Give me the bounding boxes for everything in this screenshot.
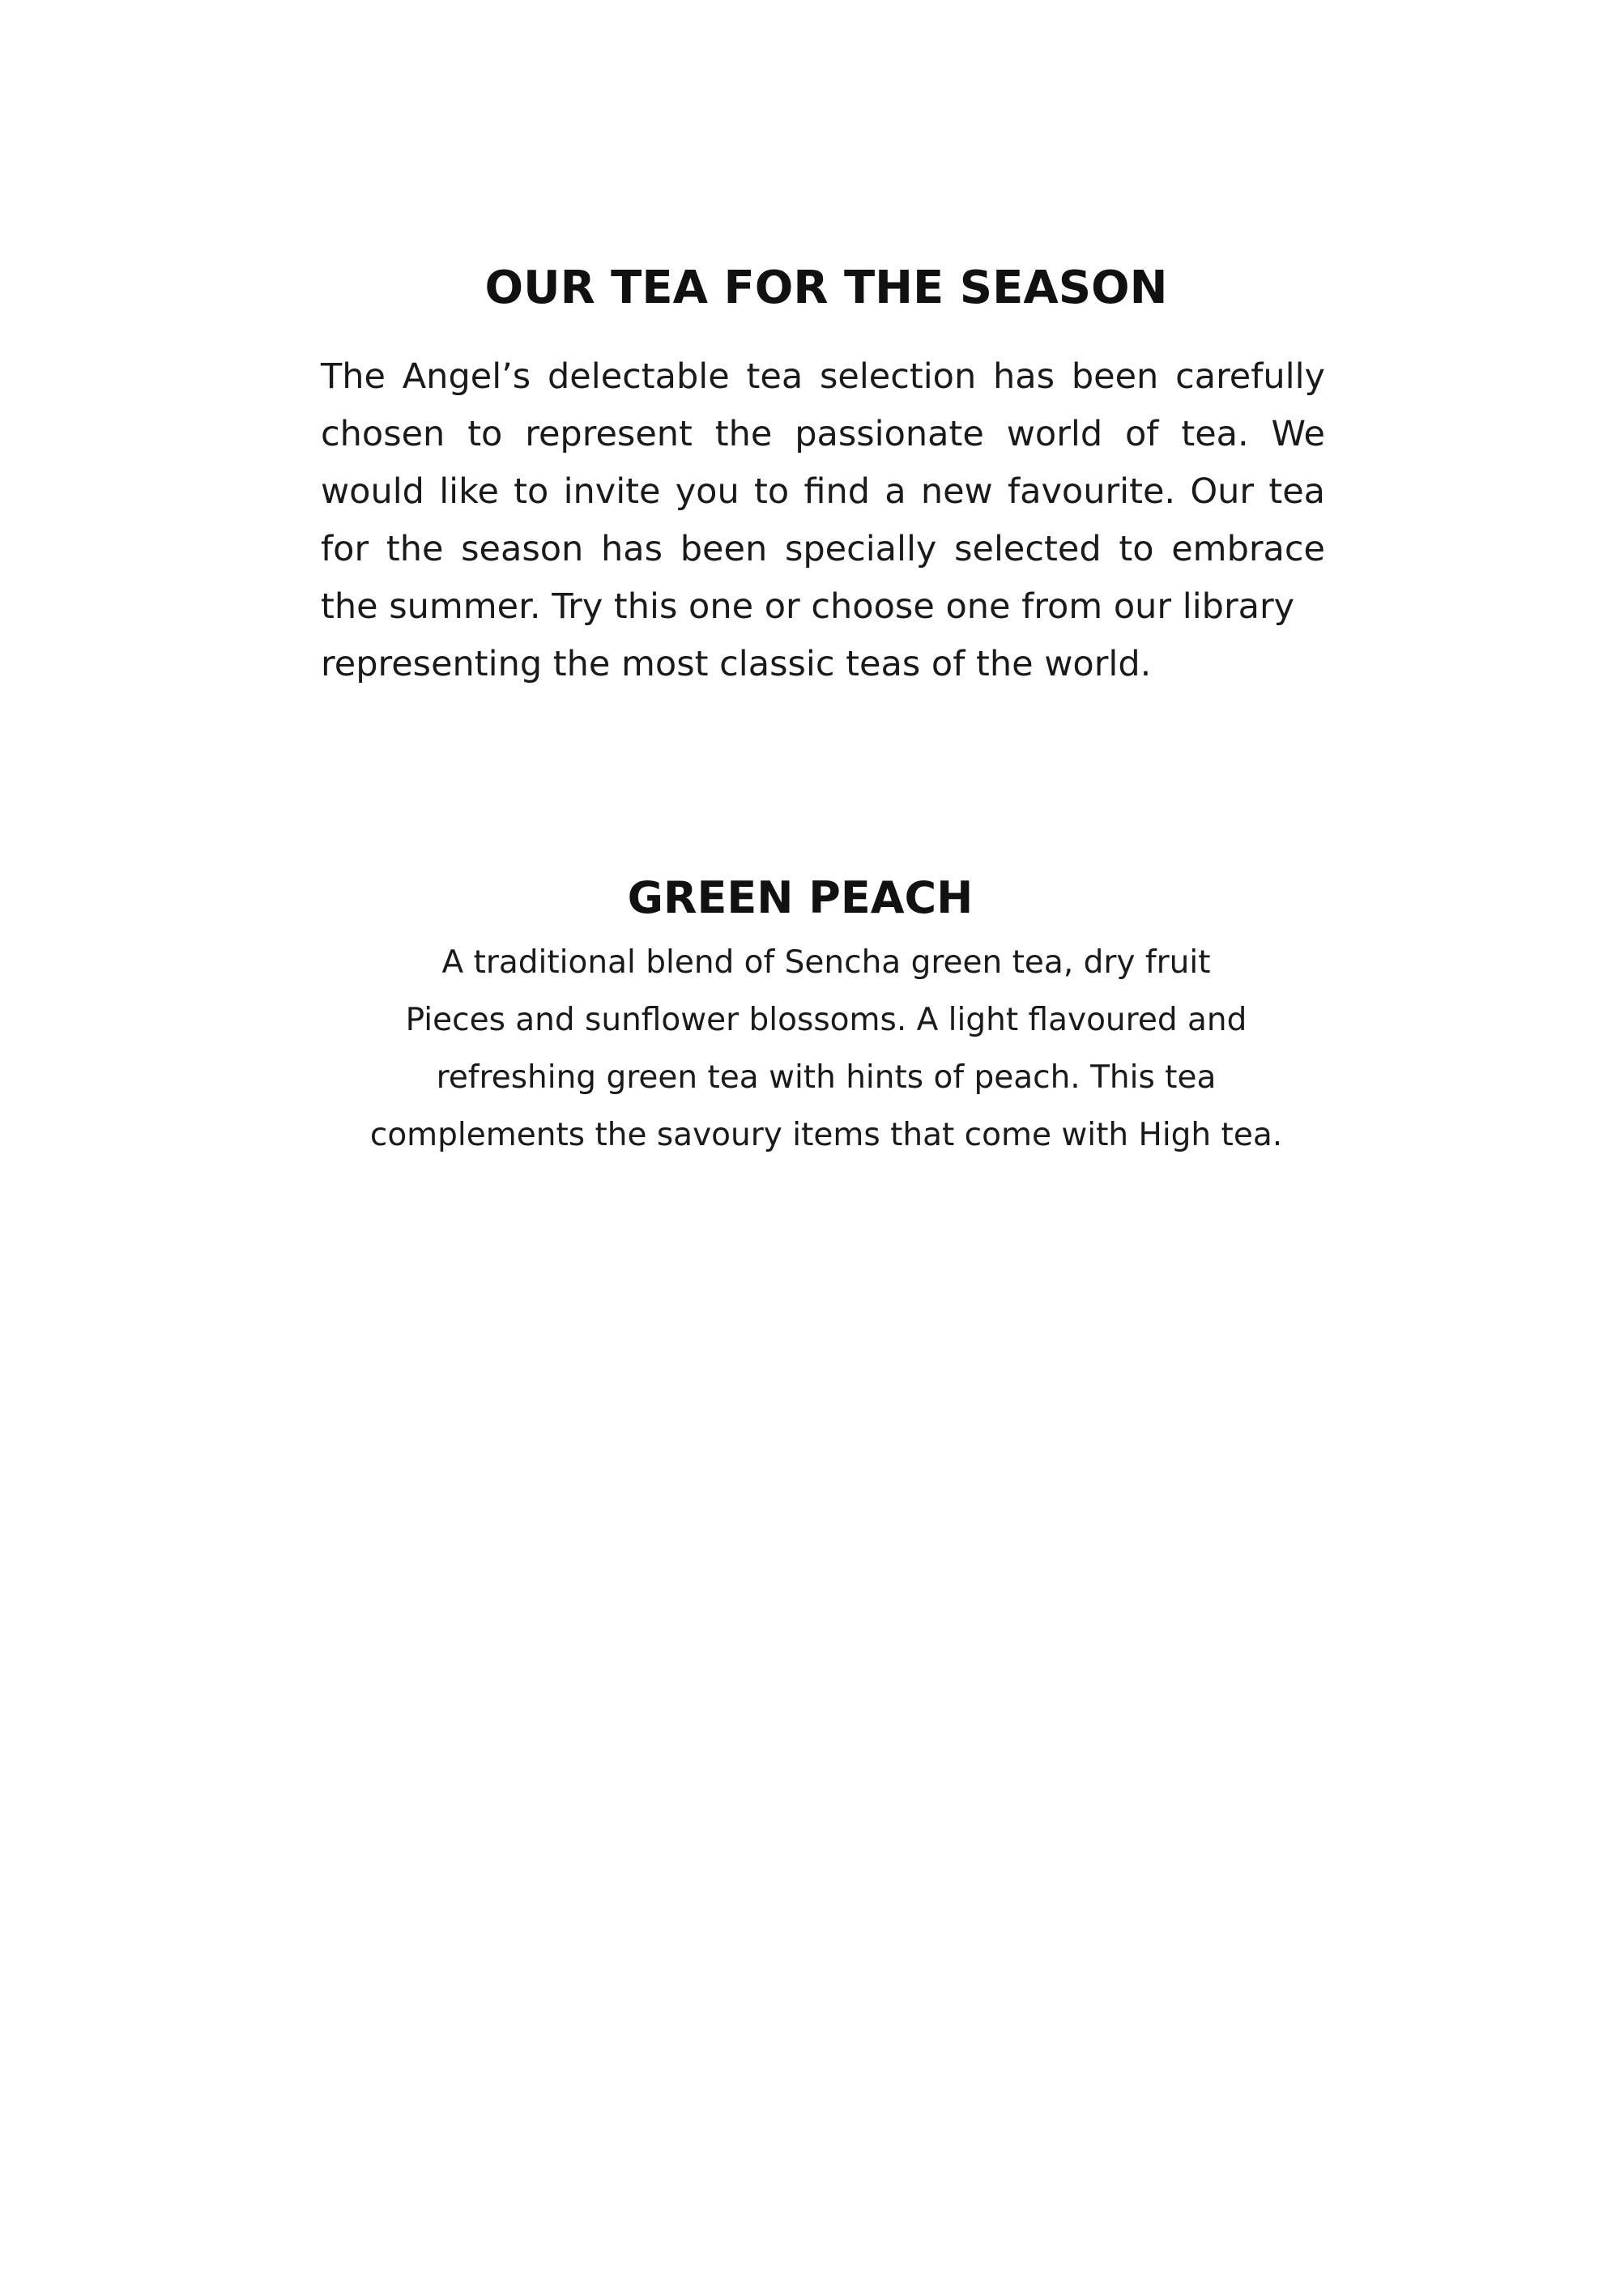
tea-description-line: complements the savoury items that come with High tea. [369,1117,1283,1153]
intro-line: for the season has been specially selected to embrace [321,529,1325,569]
tea-description-line: A traditional blend of Sencha green tea, dry fruit [441,944,1211,981]
tea-description [0,934,1607,1164]
tea-description-line: refreshing green tea with hints of peach. This tea [436,1059,1217,1096]
season-title: OUR TEA FOR THE SEASON [484,262,1168,314]
intro-line: chosen to represent the passionate world of tea. We [321,414,1325,454]
tea-description-line: Pieces and sunflower blossoms. A light flavoured and [405,1002,1247,1038]
intro-line: representing the most classic teas of the world. [321,644,1152,684]
tea-name-heading: GREEN PEACH [627,872,974,923]
intro-line: the summer. Try this one or choose one from our library [321,586,1295,627]
intro-line: would like to invite you to find a new favourite. Our tea [321,471,1325,512]
season-intro-paragraph [321,348,1325,693]
intro-line: The Angel’s delectable tea selection has been carefully [321,356,1325,397]
